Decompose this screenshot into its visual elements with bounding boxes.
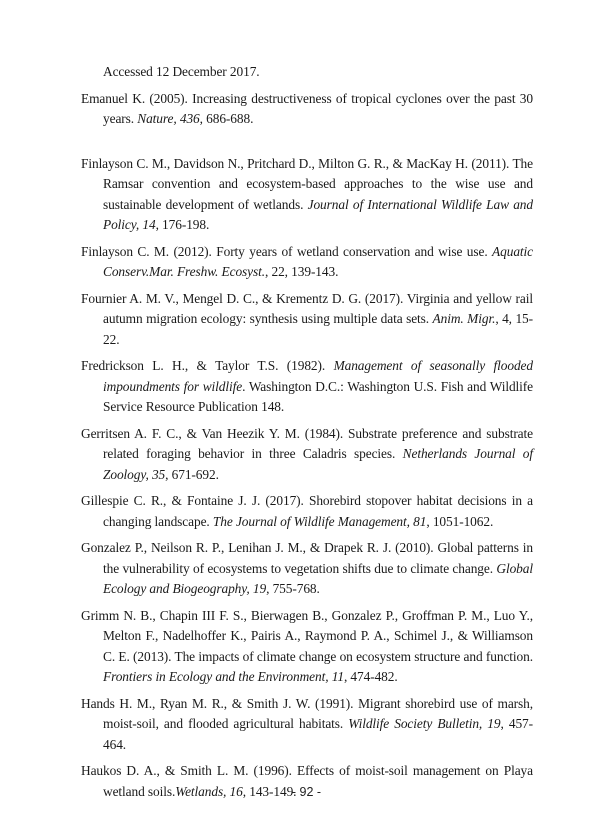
reference-emanuel-2005 [81, 89, 533, 130]
ref-journal: Aquatic Conserv.Mar. Freshw. Ecosyst. [103, 243, 533, 279]
reference-fredrickson-1982 [81, 356, 533, 418]
reference-grimm-2013 [81, 606, 533, 688]
ref-text: Gonzalez P., Neilson R. P., Lenihan J. M., & Drapek R. J. (2010). Global patterns in the vulnerability of ecosystems to vegetation shifts due to climate change. [81, 540, 533, 576]
ref-journal: The Journal of Wildlife Management, 81 [212, 513, 427, 529]
ref-text: Emanuel K. (2005). Increasing destructiveness of tropical cyclones over the past 30 years. [81, 90, 533, 126]
ref-publisher: . Washington D.C.: Washington U.S. Fish and Wildlife Service Resource Publication 148. [103, 378, 533, 414]
ref-journal: Wildlife Society Bulletin, 19 [348, 716, 501, 731]
ref-text: Fredrickson L. H., & Taylor T.S. (1982). [81, 358, 334, 373]
ref-pages: , 686-688. [199, 111, 254, 126]
ref-text: Gillespie C. R., & Fontaine J. J. (2017). Shorebird stopover habitat decisions in a changing landscape. [81, 493, 533, 529]
ref-journal: Netherlands Journal of Zoology, 35 [103, 446, 534, 482]
ref-text: Finlayson C. M. (2012). Forty years of wetland conservation and wise use. [81, 243, 493, 259]
ref-text: Finlayson C. M., Davidson N., Pritchard D., Milton G. R., & MacKay H. (2011). The Ramsar convention and ecosystem-based approaches to the wise use and sustainable development of wetlands. [81, 155, 533, 212]
ref-pages: , 457-464. [103, 716, 533, 752]
ref-pages: , 22, 139-143. [264, 264, 339, 279]
ref-journal: Frontiers in Ecology and the Environment, 11 [103, 669, 344, 684]
ref-pages: , 755-768. [266, 581, 320, 596]
ref-pages: , 143-149. [242, 783, 297, 799]
reference-finlayson-2011 [81, 154, 533, 236]
ref-pages: , 1051-1062. [426, 513, 494, 529]
reference-gonzalez-2010 [81, 538, 533, 600]
ref-text: Accessed 12 December 2017. [103, 64, 260, 79]
ref-journal: Nature, 436 [137, 111, 200, 126]
reference-gerritsen-1984 [81, 424, 533, 486]
ref-journal: Anim. Migr. [432, 311, 496, 326]
reference-continuation [81, 62, 533, 83]
ref-text: Hands H. M., Ryan M. R., & Smith J. W. (1991). Migrant shorebird use of marsh, moist-soil, and flooded agricultural habitats. [81, 695, 533, 731]
page-number: - 92 - [291, 785, 322, 799]
ref-pages: , 474-482. [343, 669, 398, 684]
reference-list [81, 62, 533, 808]
ref-text: Grimm N. B., Chapin III F. S., Bierwagen B., Gonzalez P., Groffman P. M., Luo Y., Melton F., Nadelhoffer K., Pairis A., Raymond P. A., Schimel J., & Williamson C. E. (2013). The impacts of climate change on ecosystem structure and function. [81, 607, 533, 664]
ref-journal: Wetlands, 16 [175, 783, 243, 799]
ref-text: Haukos D. A., & Smith L. M. (1996). Effects of moist-soil management on Playa wetland soils. [81, 763, 533, 799]
ref-text: Fournier A. M. V., Mengel D. C., & Krementz D. G. (2017). Virginia and yellow rail autumn migration ecology: synthesis using multiple data sets. [81, 290, 533, 326]
reference-fournier-2017 [81, 289, 533, 351]
ref-pages: , 4, 15-22. [103, 311, 533, 347]
ref-pages: , 176-198. [155, 217, 210, 232]
reference-hands-1991 [81, 694, 533, 756]
ref-text: Gerritsen A. F. C., & Van Heezik Y. M. (1984). Substrate preference and substrate related foraging behavior in three Caladris species. [81, 425, 533, 461]
ref-journal: Journal of International Wildlife Law and Policy, 14 [103, 196, 533, 232]
ref-title: Management of seasonally flooded impoundments for wildlife [103, 358, 533, 394]
ref-pages: , 671-692. [165, 466, 219, 482]
reference-gillespie-2017 [81, 491, 533, 532]
ref-journal: Global Ecology and Biogeography, 19 [103, 560, 533, 596]
reference-finlayson-2012 [81, 242, 533, 283]
